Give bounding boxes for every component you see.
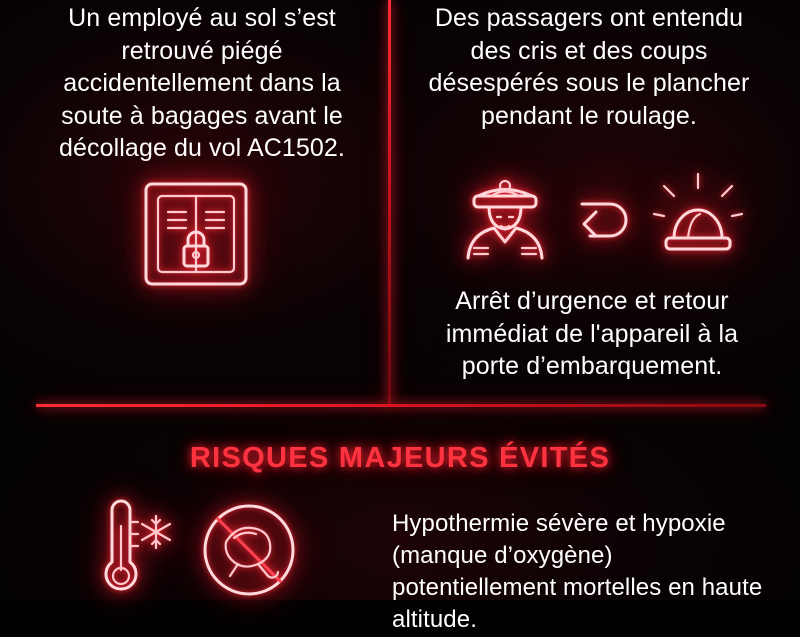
vertical-divider <box>388 0 391 404</box>
horizontal-divider <box>36 404 766 407</box>
return-arrow-icon <box>572 190 636 250</box>
no-oxygen-icon <box>196 498 302 602</box>
right-panel-text-bottom: Arrêt d’urgence et retour immédiat de l'appareil à la porte d’embarquement. <box>445 287 739 380</box>
left-panel-text: Un employé au sol s’est retrouvé piégé accidentellement dans la soute à bagages avant le décollage du vol AC1502. <box>59 4 345 162</box>
pilot-icon <box>458 160 552 260</box>
section-title: RISQUES MAJEURS ÉVITÉS <box>189 442 611 474</box>
right-panel-text-top: Des passagers ont entendu des cris et des coups désespérés sous le plancher pendant le roulage. <box>428 4 750 130</box>
thermometer-snowflake-icon <box>78 496 178 600</box>
bottom-panel-text: Hypothermie sévère et hypoxie (manque d’oxygène) potentiellement mortelles en haute altitude. <box>392 510 763 634</box>
cargo-door-lock-icon <box>140 178 252 290</box>
alarm-light-icon <box>652 166 744 262</box>
